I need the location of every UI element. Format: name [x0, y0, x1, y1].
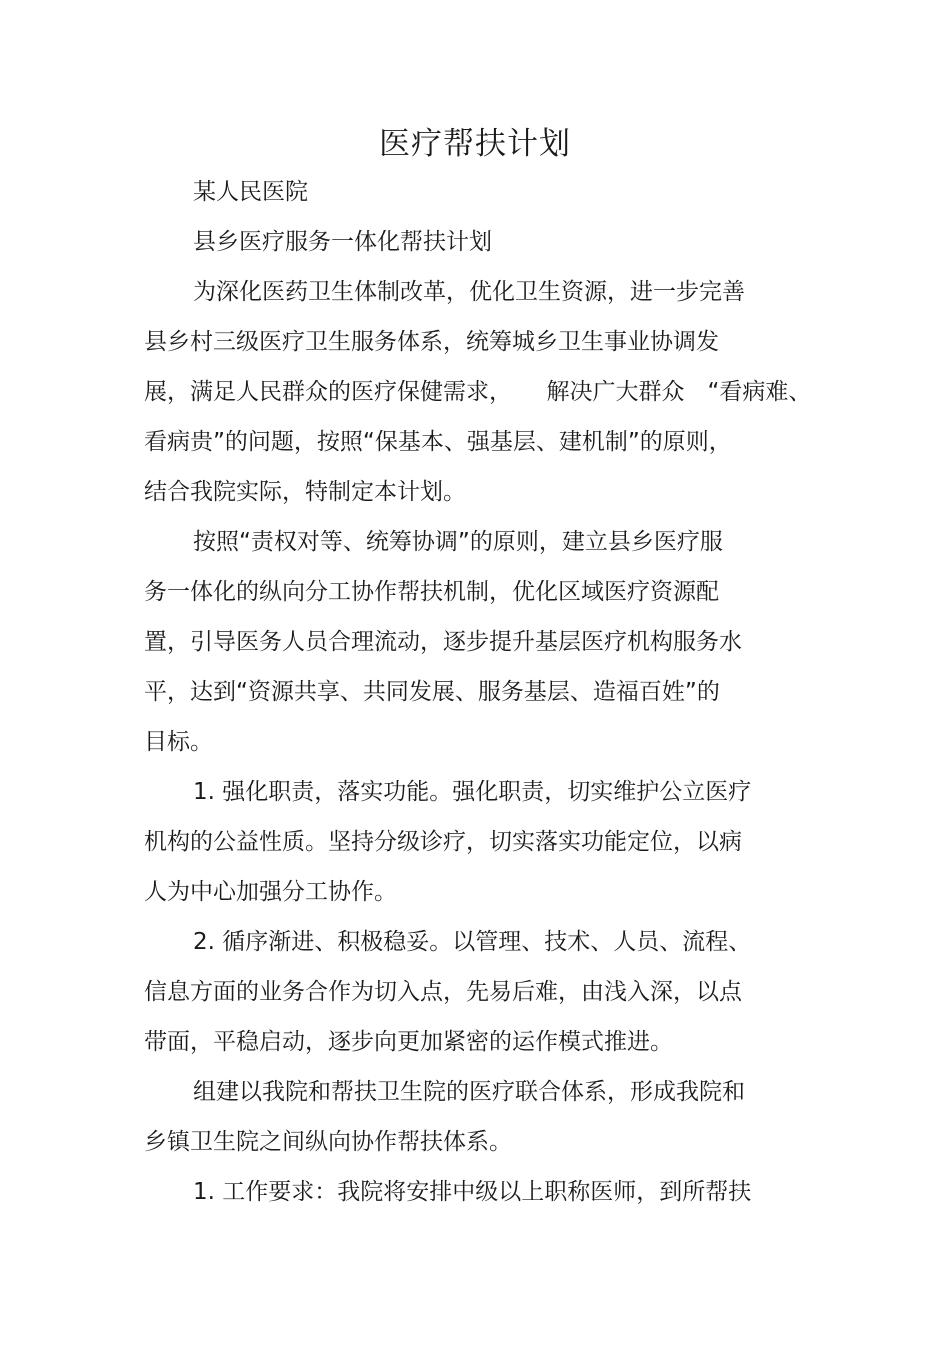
plan-subtitle: 县乡医疗服务一体化帮扶计划 [193, 229, 492, 255]
list-item-line: 信息方面的业务合作为切入点，先易后难，由浅入深，以点 [144, 979, 742, 1005]
paragraph-line: 看病贵”的问题，按照“保基本、强基层、建机制”的原则， [144, 429, 732, 455]
document-title: 医疗帮扶计划 [379, 126, 571, 162]
paragraph-line: 务一体化的纵向分工协作帮扶机制，优化区域医疗资源配 [144, 579, 719, 605]
paragraph-line: 平，达到“资源共享、共同发展、服务基层、造福百姓”的 [144, 679, 720, 705]
paragraph-line: 为深化医药卫生体制改革，优化卫生资源，进一步完善 [193, 279, 745, 305]
paragraph-line: 展，满足人民群众的医疗保健需求， 解决广大群众 “看病难、 [144, 379, 812, 405]
list-item-line: 人为中心加强分工协作。 [144, 879, 397, 905]
paragraph-line: 结合我院实际，特制定本计划。 [144, 479, 466, 505]
list-item-line: 1. 强化职责，落实功能。强化职责，切实维护公立医疗 [193, 779, 752, 805]
list-item-line: 机构的公益性质。坚持分级诊疗，切实落实功能定位，以病 [144, 829, 742, 855]
paragraph-line: 按照“责权对等、统筹协调”的原则，建立县乡医疗服 [193, 529, 723, 555]
hospital-name: 某人民医院 [193, 179, 308, 205]
list-item-line: 带面，平稳启动，逐步向更加紧密的运作模式推进。 [144, 1029, 673, 1055]
list-item-line: 1. 工作要求：我院将安排中级以上职称医师，到所帮扶 [193, 1179, 752, 1205]
paragraph-line: 县乡村三级医疗卫生服务体系，统筹城乡卫生事业协调发 [144, 329, 719, 355]
paragraph-line: 乡镇卫生院之间纵向协作帮扶体系。 [144, 1129, 512, 1155]
paragraph-line: 目标。 [144, 729, 213, 755]
paragraph-line: 置，引导医务人员合理流动，逐步提升基层医疗机构服务水 [144, 629, 742, 655]
list-item-line: 2. 循序渐进、积极稳妥。以管理、技术、人员、流程、 [193, 929, 752, 955]
paragraph-line: 组建以我院和帮扶卫生院的医疗联合体系，形成我院和 [193, 1079, 745, 1105]
